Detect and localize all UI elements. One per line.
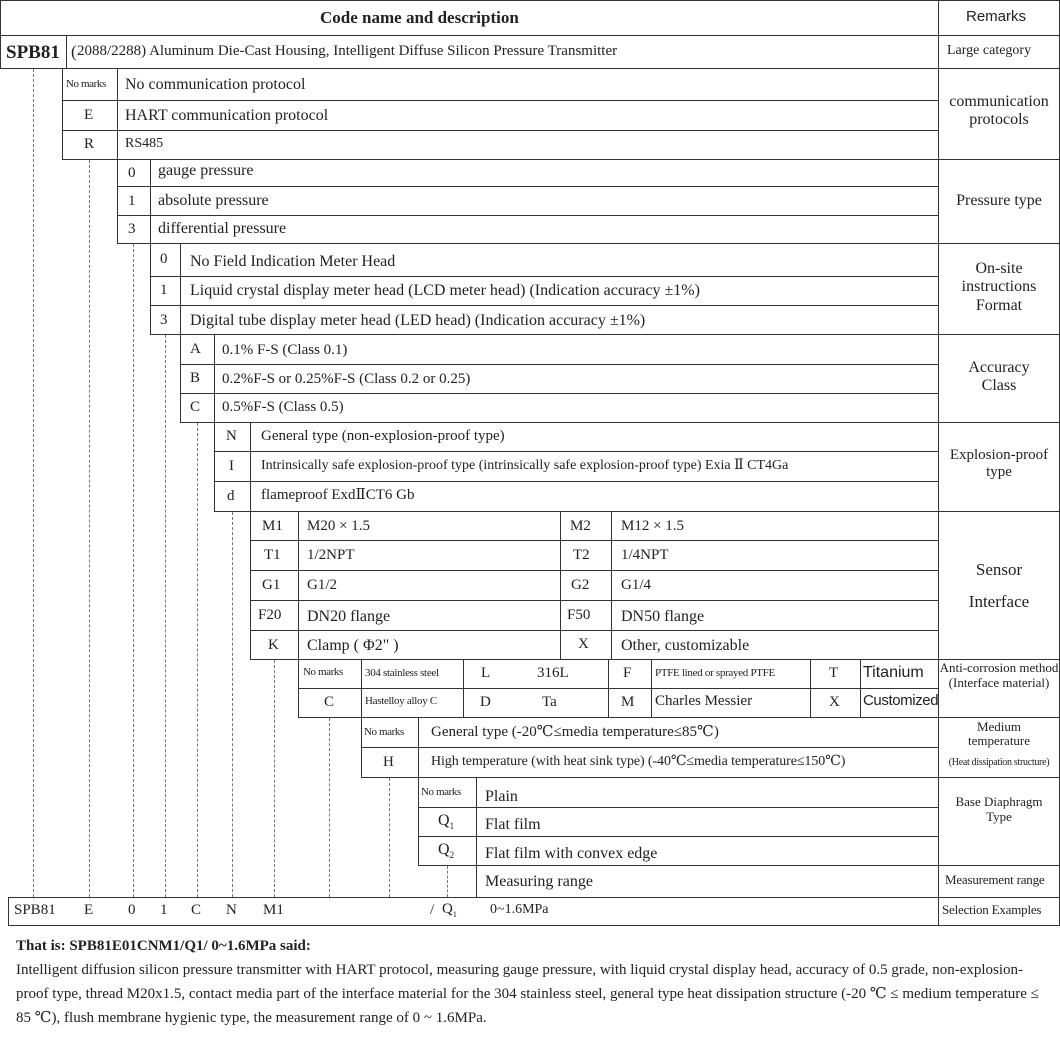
example-comm: E (84, 902, 94, 918)
example-indication: 1 (160, 902, 168, 918)
remark-interface: Interface (968, 592, 1030, 611)
sensor-label-x: Other, customizable (621, 637, 750, 654)
material-label-titanium: Titanium (863, 664, 924, 681)
sensor-label-t1: 1/2NPT (307, 547, 355, 563)
table-title: Code name and description (320, 8, 519, 27)
comm-label-0: No communication protocol (125, 76, 306, 93)
sensor-code-m1: M1 (262, 518, 283, 534)
indication-label-0: No Field Indication Meter Head (190, 253, 396, 270)
sensor-label-f50: DN50 flange (621, 608, 705, 625)
diaphragm-label-convex: Flat film with convex edge (485, 845, 658, 862)
sensor-code-f50: F50 (567, 607, 591, 623)
diaphragm-code-nomarks: No marks (421, 786, 461, 798)
example-explosion: N (226, 902, 237, 918)
indication-code-1: 1 (160, 282, 168, 298)
comm-label-1: HART communication protocol (125, 107, 329, 124)
model-code: SPB81 (6, 42, 60, 63)
material-label-customized: Customized (863, 692, 939, 709)
material-code-c: C (324, 694, 335, 710)
model-paren: ( (71, 42, 77, 61)
explosion-code-1: I (229, 458, 234, 474)
remark-large-category: Large category (947, 43, 1032, 58)
sensor-label-m2: M12 × 1.5 (621, 518, 685, 534)
remark-anticorrosion: Anti-corrosion method (Interface material) (939, 660, 1059, 690)
indication-label-1: Liquid crystal display meter head (LCD meter head) (Indication accuracy ±1%) (190, 282, 700, 299)
accuracy-label-1: 0.2%F-S or 0.25%F-S (Class 0.2 or 0.25) (222, 371, 471, 387)
sensor-label-f20: DN20 flange (307, 608, 391, 625)
remark-selection-examples: Selection Examples (942, 902, 1042, 917)
sensor-code-k: K (268, 637, 279, 653)
indication-code-2: 3 (160, 312, 168, 328)
explosion-label-0: General type (non-explosion-proof type) (261, 428, 505, 444)
example-model: SPB81 (14, 902, 56, 918)
measuring-range-label: Measuring range (485, 873, 593, 890)
example-diaphragm: $Q_1$ (442, 901, 457, 919)
indication-code-0: 0 (160, 251, 168, 267)
diaphragm-code-q1: $Q_1$ (438, 812, 455, 832)
accuracy-code-0: A (190, 341, 201, 357)
material-label-ta: Ta (542, 694, 557, 710)
accuracy-code-2: C (190, 399, 201, 415)
sensor-label-t2: 1/4NPT (621, 547, 669, 563)
material-code-nomarks: No marks (303, 666, 343, 678)
accuracy-label-2: 0.5%F-S (Class 0.5) (222, 399, 344, 415)
diaphragm-label-flat: Flat film (485, 816, 541, 833)
indication-label-2: Digital tube display meter head (LED head) (Indication accuracy ±1%) (190, 312, 646, 329)
pressure-code-1: 1 (128, 193, 136, 209)
sensor-code-x: X (578, 636, 589, 652)
pressure-label-0: gauge pressure (158, 162, 254, 179)
explosion-code-0: N (226, 428, 237, 444)
medium-code-h: H (383, 754, 394, 770)
accuracy-code-1: B (190, 370, 201, 386)
example-interface: M1 (263, 902, 284, 918)
remark-pressure-type: Pressure type (956, 192, 1042, 209)
remark-measurement-range: Measurement range (945, 872, 1045, 887)
material-code-m: M (621, 694, 635, 710)
explosion-label-2: flameproof ExdⅡCT6 Gb (261, 487, 415, 503)
sensor-code-m2: M2 (570, 518, 591, 534)
example-slash: / (430, 902, 435, 918)
explosion-code-2: d (227, 488, 235, 504)
sensor-label-m1: M20 × 1.5 (307, 518, 371, 534)
diaphragm-label-plain: Plain (485, 788, 518, 805)
remark-communication: communication protocols (949, 93, 1049, 129)
comm-code-0: No marks (66, 78, 106, 90)
example-heading: That is: SPB81E01CNM1/Q1/ 0~1.6MPa said: (16, 938, 311, 954)
material-label-hastelloy: Hastelloy alloy C (365, 695, 437, 707)
explosion-label-1: Intrinsically safe explosion-proof type (intrinsically safe explosion-proof type) Exia Ⅱ CT4Ga (261, 458, 789, 473)
comm-label-2: RS485 (125, 136, 164, 151)
remark-sensor: Sensor (975, 560, 1023, 579)
example-accuracy: C (191, 902, 202, 918)
pressure-code-2: 3 (128, 221, 136, 237)
remarks-header: Remarks (966, 8, 1027, 25)
material-code-f: F (623, 665, 632, 681)
medium-label-high: High temperature (with heat sink type) (-40℃≤media temperature≤150℃) (431, 754, 846, 769)
diaphragm-code-q2: $Q_2$ (438, 841, 455, 861)
comm-code-1: E (84, 107, 94, 123)
accuracy-label-0: 0.1% F-S (Class 0.1) (222, 342, 348, 358)
sensor-label-g1: G1/2 (307, 577, 337, 593)
material-code-l: L (481, 665, 491, 681)
material-label-304: 304 stainless steel (365, 667, 439, 679)
pressure-label-1: absolute pressure (158, 192, 269, 209)
material-label-ptfe: PTFE lined or sprayed PTFE (655, 667, 775, 679)
remark-explosion-type: Explosion-proof type (949, 447, 1049, 481)
material-code-x: X (829, 694, 840, 710)
comm-code-2: R (84, 136, 95, 152)
sensor-code-t1: T1 (264, 547, 281, 563)
sensor-code-f20: F20 (258, 607, 282, 623)
pressure-code-0: 0 (128, 165, 136, 181)
example-range: 0~1.6MPa (490, 902, 549, 917)
remark-accuracy-class: Accuracy Class (968, 359, 1030, 395)
medium-label-general: General type (-20℃≤media temperature≤85℃) (431, 724, 719, 740)
sensor-code-g2: G2 (571, 577, 590, 593)
sensor-label-g2: G1/4 (621, 577, 651, 593)
remark-indication-format: On-site instructions Format (961, 260, 1037, 314)
pressure-label-2: differential pressure (158, 220, 287, 237)
material-label-316l: 316L (537, 665, 569, 681)
example-description: Intelligent diffusion silicon pressure transmitter with HART protocol, measuring gauge pressure, with liquid crystal display head, accuracy of 0.5 grade, non-explosion-proof type, thread M20x1.5, contact media part of the interface material for the 304 stainless steel, general type heat dissipation structure (-20 ℃ ≤ medium temperature ≤ 85 ℃), flush membrane hygienic type, the measurement range of 0 ~ 1.6MPa. (16, 962, 1039, 1026)
remark-heat-dissipation: (Heat dissipation structure) (948, 757, 1050, 768)
example-pressure: 0 (128, 902, 136, 918)
material-code-t: T (829, 665, 839, 681)
medium-code-nomarks: No marks (364, 726, 404, 738)
material-label-messier: Charles Messier (655, 693, 753, 709)
material-code-d: D (480, 694, 491, 710)
remark-diaphragm-type: Base Diaphragm Type (955, 794, 1043, 824)
sensor-code-g1: G1 (262, 577, 281, 593)
sensor-label-k: Clamp ( Φ2" ) (307, 637, 399, 654)
sensor-code-t2: T2 (573, 547, 590, 563)
remark-medium-temperature: Medium temperature (967, 719, 1031, 749)
model-description: 2088/2288) Aluminum Die-Cast Housing, Intelligent Diffuse Silicon Pressure Transmitter (77, 43, 618, 59)
